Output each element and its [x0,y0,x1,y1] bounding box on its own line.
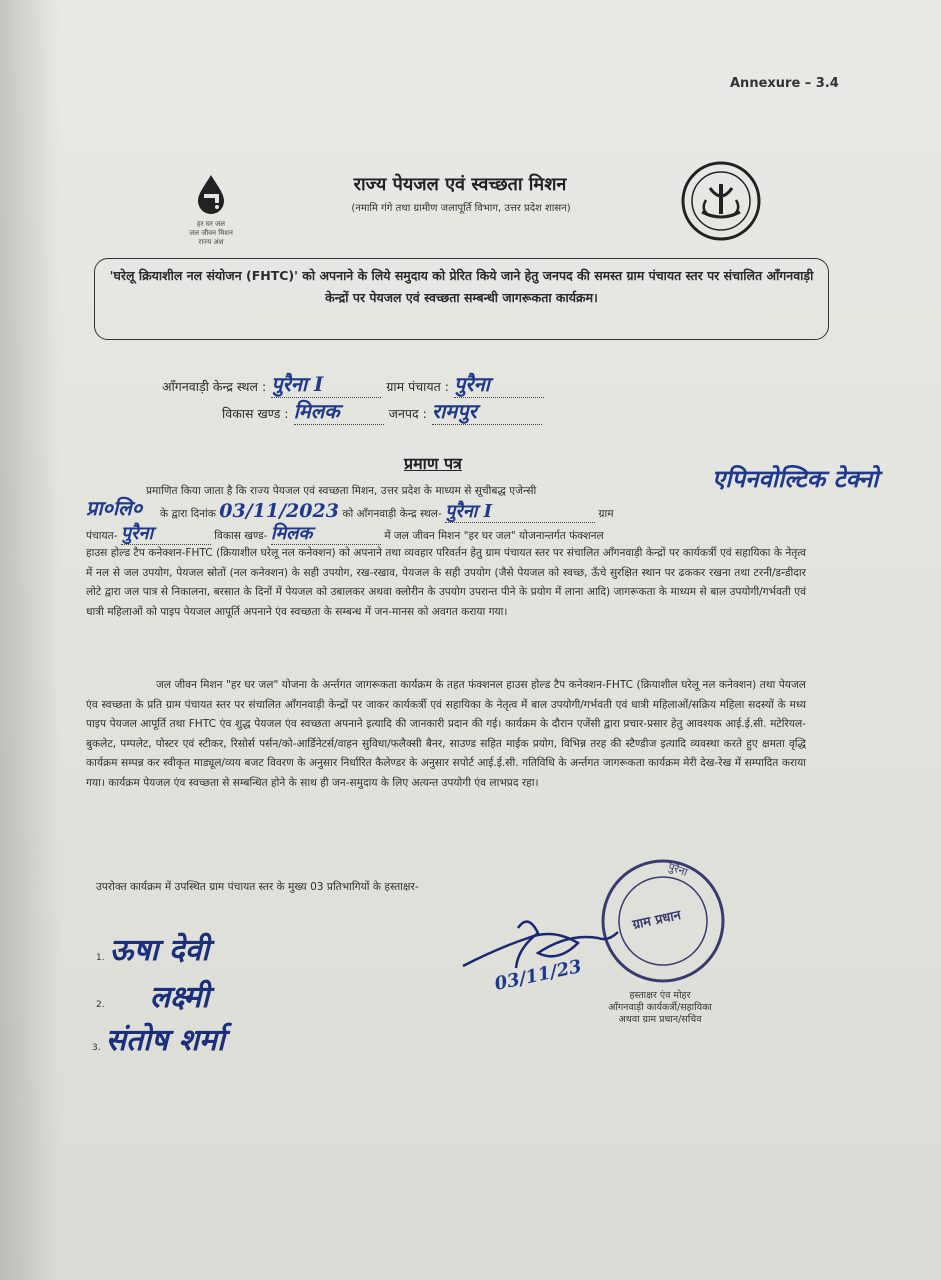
body-paragraph-2: जल जीवन मिशन "हर घर जल" योजना के अर्न्तगत जागरूकता कार्यक्रम के तहत फंक्शनल हाउस होल्ड टैप कनेक्शन-FHTC (क्रियाशील घरेलू नल कनेक्शन) तथा पेयजल एंव स्वच्छता के प्रति ग्राम पंचायत स्तर पर संचालित आँगनवाड़ी केन्द्रों पर जाकर कार्यकर्त्री एवं सहायिका के नेतृत्व में बाल उपयोगी/गर्भवती एवं धात्री महिलाओं/सक्रिय महिला सदस्यों के मध्य पाइप पेयजल आपूर्ति तथा FHTC एंव शुद्ध पेयजल एंव स्वच्छता अपनाने इत्यादि की जानकारी प्रदान की गई। कार्यक्रम के दौरान एजेंसी द्वारा प्रचार-प्रसार हेतु आवश्यक आई.ई.सी. मटेरियल-बुकलेट, पम्पलेट, पोस्टर एवं स्टीकर, रिसोर्स पर्सन/को-आर्डिनेटर्स/वाहन सुविधा/फलैक्सी बैनर, साउण्ड सहित माईक प्रयोग, विभिन्न तरह की स्टैण्डीज इत्यादि व्यवस्था करते हुए क्षमता वृद्धि कार्यक्रम सम्पन्न कर स्वीकृत माड्यूल/व्यय बजट विवरण के अनुसार निर्धारित कैलेण्डर के अनुसार सपोर्ट आई.ई.सी. गतिविधि के अर्न्तगत जागरूकता कार्यक्रम मेरी देख-रेख में सम्पादित कराया गया। कार्यक्रम पेयजल एंव स्वच्छता से सम्बन्धित होने के साथ ही जन-समुदाय के लिए अत्यन्त उपयोगी एंव लाभप्रद रहा। [86,679,807,789]
janpad-value: रामपुर [432,397,542,425]
annexure-label: Annexure – 3.4 [730,76,839,91]
panchayat-label: पंचायत- [86,530,118,542]
up-govt-emblem-icon [680,160,762,242]
vikas-khand-value: मिलक [294,397,384,425]
anganwadi-label: आँगनवाड़ी केन्द्र स्थल : [162,379,267,394]
water-drop-icon [189,172,233,216]
stamp-ring-text: पुरैना [666,860,690,879]
signature-label-line3: अथवा ग्राम प्रधान/सचिव [618,1014,702,1025]
signature-date: 03/11/23 [492,956,584,995]
agency-handwritten: एपिनवोल्टिक टेक्नो [712,464,879,493]
participant-number: 1. [96,953,105,963]
anganwadi-value: पुरैना I [271,370,381,398]
signature-label [560,990,760,1026]
anganwadi-row [162,370,642,398]
body-paragraph-3: उपरोक्त कार्यक्रम में उपस्थित ग्राम पंचायत स्तर के मुख्य 03 प्रतिभागियों के हस्ताक्षर- [96,881,419,893]
janpad-label: जनपद : [388,406,427,421]
body-line1: प्रमाणित किया जाता है कि राज्य पेयजल एवं स्वच्छता मिशन, उत्तर प्रदेश के माध्यम से सूचीबद्ध एजेन्सी [146,485,537,497]
anganwadi-sthal-label: को आँगनवाड़ी केन्द्र स्थल- [342,508,442,520]
body-paragraph-1: हाउस होल्ड टैप कनेक्शन-FHTC (क्रियाशील घरेलू नल कनेक्शन) को अपनाने तथा व्यवहार परिवर्तन हेतु ग्राम पंचायत स्तर पर संचालित आँगनवाड़ी केन्द्रों पर कार्यकर्त्री एवं सहायिका के नेतृत्व में नल से जल उपयोग, पेयजल स्रोतों (नल कनेक्शन) के सही उपयोग, रख-रखाव, पेयजल के सही उपयोग (जैसे पेयजल को स्वच्छ, ऊँचे सुरक्षित स्थान पर ढककर रखना तथा टरनी/डन्डीदार लोटे द्वारा जल पात्र से निकालना, बरसात के दिनों में पेयजल को उबालकर अथवा क्लोरीन के उपयोग उपरान्त पीने के प्रयोग में लाना आदि) जागरूकता के माध्यम से बाल उपयोगी/गर्भवती एवं धात्री महिलाओं को पाइप पेयजल आपूर्ति अपनाने एंव स्वच्छता के सम्बन्ध में जन-मानस को अवगत कराया गया। [86,547,806,618]
participant-signature: लक्ष्मी [149,980,210,1015]
signature-label-line1: हस्ताक्षर एंव मोहर [629,990,691,1001]
gram-panchayat-value: पुरैना [454,370,544,398]
participant-3 [92,1018,225,1059]
block-value: मिलक [271,524,381,545]
header-subtitle: (नमामि गंगे तथा ग्रामीण जलापूर्ति विभाग, उत्तर प्रदेश शासन) [351,203,571,214]
anganwadi-sthal-value: पुरैना I [445,502,595,523]
agency-handwritten-cont: प्रा०लि० [86,496,143,520]
gram-label: ग्राम [598,508,614,520]
vikas-khand-row [222,397,642,425]
participant-signature: ऊषा देवी [109,933,210,968]
page-shadow [0,0,60,1280]
program-title-text: 'घरेलू क्रियाशील नल संयोजन (FHTC)' को अपनाने के लिये समुदाय को प्रेरित किये जाने हेतु जनपद की समस्त ग्राम पंचायत स्तर पर संचालित आँगनवाड़ी केन्द्रों पर पेयजल एवं स्वच्छता सम्बन्धी जागरूकता कार्यक्रम। [109,268,814,305]
participant-2 [96,975,209,1016]
har-ghar-jal-logo [176,172,246,247]
vikas-khand-label: विकास खण्ड : [222,406,289,421]
body-line2 [160,502,840,525]
gram-panchayat-label: ग्राम पंचायत : [386,379,449,394]
stamp-text: ग्राम प्रधान [631,908,683,933]
date-value: 03/11/2023 [219,500,339,522]
participant-1 [96,928,209,969]
program-title-box [94,258,829,340]
participant-number: 3. [92,1043,101,1053]
header-title: राज्य पेयजल एवं स्वच्छता मिशन [353,174,567,195]
panchayat-value: पुरैना [121,524,211,545]
date-label: के द्वारा दिनांक [160,508,216,520]
line3-rest: में जल जीवन मिशन "हर घर जल" योजनान्तर्गत फंक्शनल [384,530,604,542]
signature-label-line2: आँगनवाड़ी कार्यकर्त्री/सहायिका [608,1002,712,1013]
logo-caption: हर घर जल जल जीवन मिशन राज्य अंश [189,220,233,246]
participant-signature: संतोष शर्मा [105,1023,225,1058]
certificate-title: प्रमाण पत्र [404,454,462,473]
participant-number: 2. [96,1000,105,1010]
block-label: विकास खण्ड- [214,530,268,542]
